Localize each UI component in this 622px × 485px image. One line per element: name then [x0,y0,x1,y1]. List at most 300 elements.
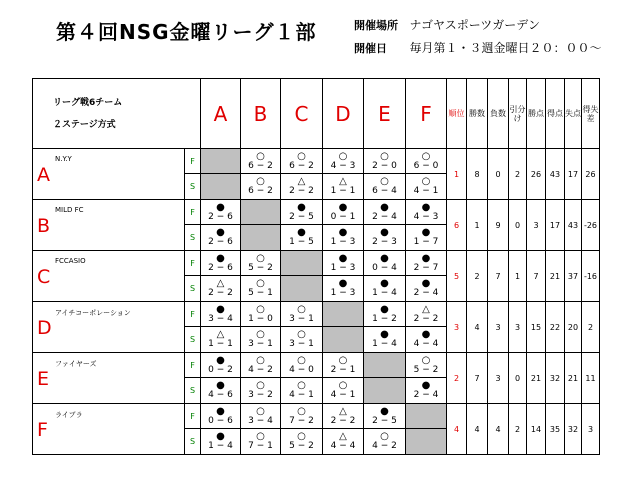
result-symbol: ● [380,405,389,417]
result-symbol: △ [297,176,306,187]
stat-wins: 4 [467,404,488,455]
team-row [33,353,600,378]
venue-row [354,16,540,33]
stat-draws: 0 [509,200,527,251]
match-result-cell [364,302,406,327]
match-result-cell [241,149,281,174]
stat-header-rank [447,79,467,149]
stat-draws: 0 [509,353,527,404]
match-result-cell [364,200,406,225]
match-result-cell [323,225,364,251]
stat-points: 15 [527,302,546,353]
stat-draws: 1 [509,251,527,302]
result-score: 1 − 4 [372,288,397,298]
result-score: 3 − 4 [248,415,273,426]
self-match-cell [241,200,281,225]
match-result-cell [323,429,364,455]
match-result-cell [323,378,364,404]
result-score: 1 − 3 [330,262,356,273]
league-table [32,78,600,455]
result-score: 1 − 3 [330,237,356,247]
match-result-cell [201,327,241,353]
column-header-b: B [241,79,281,149]
league-format-line2: ２ステージ方式 [53,119,116,130]
match-result-cell [241,353,281,378]
stat-draws: 2 [509,404,527,455]
stat-goal-diff: -16 [582,251,600,302]
result-symbol: ● [216,252,225,264]
match-result-cell [241,174,281,200]
match-result-cell [406,353,447,378]
team-name-cell [33,404,185,455]
match-result-cell [281,174,323,200]
team-row [33,404,600,429]
result-score: 1 − 4 [208,441,233,451]
match-result-cell [323,404,364,429]
result-symbol: ● [297,201,306,213]
match-result-cell [281,429,323,455]
stat-wins: 2 [467,251,488,302]
team-row [33,251,600,276]
result-score: 4 − 3 [413,211,439,222]
team-name: N.Y.Y [55,155,72,163]
result-symbol: ● [338,201,348,213]
result-score: 1 − 1 [208,339,233,349]
stat-points: 3 [527,200,546,251]
stage-label: F [185,200,201,225]
stat-goals-against: 17 [565,149,582,200]
result-score: 0 − 6 [208,415,233,426]
result-symbol: △ [422,303,430,315]
result-symbol: ● [216,405,225,417]
result-score: 4 − 4 [330,441,356,451]
match-result-cell [323,200,364,225]
stage-label: F [185,404,201,429]
team-name-cell [33,353,185,404]
result-score: 2 − 0 [372,160,397,171]
date-value: 毎月第１・３週金曜日２０：００〜 [409,41,602,55]
result-symbol: ○ [256,380,265,391]
result-symbol: ● [380,227,389,238]
result-score: 7 − 2 [289,415,314,426]
result-symbol: ○ [256,354,265,366]
match-result-cell [406,378,447,404]
match-result-cell [364,225,406,251]
match-result-cell [201,404,241,429]
match-result-cell [201,276,241,302]
result-symbol: ○ [297,329,306,340]
match-result-cell [201,225,241,251]
match-result-cell [364,404,406,429]
result-symbol: △ [339,405,347,417]
match-result-cell [281,353,323,378]
result-score: 2 − 4 [413,390,439,400]
result-score: 2 − 6 [208,211,233,222]
result-symbol: ○ [297,405,306,417]
team-name-cell [33,149,185,200]
result-score: 1 − 3 [330,288,356,298]
match-result-cell [406,225,447,251]
match-result-cell [406,174,447,200]
result-score: 5 − 2 [413,364,439,375]
date-row [354,39,602,56]
stat-goals-for: 21 [546,251,565,302]
stat-goals-against: 20 [565,302,582,353]
match-result-cell [241,429,281,455]
result-score: 6 − 2 [248,186,273,196]
result-score: 0 − 1 [330,211,356,222]
result-symbol: ○ [338,354,348,366]
match-result-cell [281,404,323,429]
stage-label: F [185,251,201,276]
stat-wins: 7 [467,353,488,404]
stat-header-points: 勝点 [527,79,546,149]
stat-losses: 7 [488,251,509,302]
match-result-cell [201,353,241,378]
result-score: 1 − 0 [248,313,273,324]
stat-points: 26 [527,149,546,200]
result-symbol: ● [380,278,389,289]
result-symbol: ● [380,201,389,213]
team-name: アイチコーポレーション [55,309,131,317]
self-match-cell [406,429,447,455]
team-letter: D [37,317,52,339]
stat-header-goals-against: 失点 [565,79,582,149]
stage-label: S [185,225,201,251]
result-score: 4 − 1 [330,390,356,400]
result-score: 2 − 2 [208,288,233,298]
team-letter: C [37,266,51,288]
stat-goals-against: 21 [565,353,582,404]
stat-header-wins: 勝数 [467,79,488,149]
result-symbol: ○ [338,380,348,391]
self-match-cell [281,251,323,276]
self-match-cell [364,378,406,404]
column-header-c: C [281,79,323,149]
match-result-cell [406,149,447,174]
team-letter: A [37,164,50,186]
match-result-cell [241,378,281,404]
result-symbol: ○ [256,150,265,162]
stat-goals-for: 35 [546,404,565,455]
team-letter: E [37,368,50,390]
stage-label: S [185,429,201,455]
result-symbol: ○ [380,150,389,162]
result-symbol: ● [421,201,431,213]
stage-label: F [185,353,201,378]
result-score: 2 − 3 [372,237,397,247]
result-symbol: △ [216,329,225,340]
match-result-cell [406,302,447,327]
result-score: 2 − 7 [413,262,439,273]
team-row [33,200,600,225]
result-score: 2 − 4 [413,288,439,298]
self-match-cell [406,404,447,429]
result-symbol: ● [216,303,225,315]
result-symbol: ○ [297,150,306,162]
team-letter: B [37,215,51,237]
result-symbol: ○ [256,176,265,187]
result-symbol: ○ [421,354,431,366]
stage-label: F [185,149,201,174]
result-score: 2 − 2 [413,313,439,324]
stat-draws: 2 [509,149,527,200]
result-symbol: ● [380,303,389,315]
column-header-f: F [406,79,447,149]
match-result-cell [406,327,447,353]
stat-header-goal-diff: 得失差 [582,79,600,149]
self-match-cell [323,327,364,353]
match-result-cell [323,353,364,378]
stat-goal-diff: 2 [582,302,600,353]
match-result-cell [281,378,323,404]
result-score: 4 − 1 [413,186,439,196]
stat-points: 21 [527,353,546,404]
result-symbol: ○ [421,176,431,187]
result-score: 2 − 5 [372,415,397,426]
stat-header-losses: 負数 [488,79,509,149]
match-result-cell [406,276,447,302]
result-score: 1 − 5 [289,237,314,247]
stat-goal-diff: 11 [582,353,600,404]
result-score: 7 − 1 [248,441,273,451]
stat-draws: 3 [509,302,527,353]
stat-header-draws: 引分け [509,79,527,149]
match-result-cell [201,302,241,327]
result-score: 0 − 4 [372,262,397,273]
team-name-cell [33,251,185,302]
match-result-cell [364,149,406,174]
result-score: 3 − 1 [289,339,314,349]
match-result-cell [201,378,241,404]
result-score: 2 − 6 [208,237,233,247]
result-symbol: ● [338,227,348,238]
self-match-cell [364,353,406,378]
match-result-cell [201,429,241,455]
stat-losses: 3 [488,302,509,353]
result-symbol: ● [216,380,225,391]
stat-goals-against: 32 [565,404,582,455]
column-header-a: A [201,79,241,149]
result-symbol: ● [421,227,431,238]
stat-rank: 3 [447,302,467,353]
result-score: 2 − 6 [208,262,233,273]
result-symbol: ○ [297,431,306,442]
result-symbol: ○ [256,431,265,442]
result-score: 2 − 5 [289,211,314,222]
match-result-cell [364,251,406,276]
match-result-cell [364,429,406,455]
stage-label: S [185,174,201,200]
stat-rank: 4 [447,404,467,455]
team-name: ライブラ [55,411,83,419]
result-score: 6 − 2 [289,160,314,171]
result-score: 2 − 4 [372,211,397,222]
result-symbol: ● [216,354,225,366]
match-result-cell [241,302,281,327]
team-name-cell [33,302,185,353]
result-score: 5 − 2 [289,441,314,451]
result-score: 1 − 7 [413,237,439,247]
stat-losses: 4 [488,404,509,455]
result-symbol: ○ [297,303,306,315]
stat-rank: 6 [447,200,467,251]
stage-label: S [185,276,201,302]
result-symbol: ● [216,201,225,213]
result-score: 3 − 2 [248,390,273,400]
match-result-cell [241,276,281,302]
result-score: 3 − 4 [208,313,233,324]
match-result-cell [323,276,364,302]
stat-goals-against: 37 [565,251,582,302]
stat-goal-diff: 26 [582,149,600,200]
result-symbol: ● [380,252,389,264]
stat-rank: 1 [447,149,467,200]
stat-goal-diff: 3 [582,404,600,455]
result-score: 4 − 6 [208,390,233,400]
stat-goals-against: 43 [565,200,582,251]
match-result-cell [406,200,447,225]
match-result-cell [281,149,323,174]
match-result-cell [201,200,241,225]
result-symbol: ○ [380,176,389,187]
match-result-cell [364,276,406,302]
stat-goals-for: 17 [546,200,565,251]
result-symbol: ● [338,278,348,289]
stat-points: 7 [527,251,546,302]
result-symbol: ○ [421,150,431,162]
stat-rank: 5 [447,251,467,302]
match-result-cell [241,404,281,429]
result-score: 4 − 2 [372,441,397,451]
stat-wins: 4 [467,302,488,353]
stat-rank: 2 [447,353,467,404]
result-symbol: ○ [256,303,265,315]
result-symbol: ● [380,329,389,340]
result-symbol: △ [339,176,347,187]
result-score: 2 − 2 [330,415,356,426]
result-symbol: ● [421,329,431,340]
result-symbol: ● [421,252,431,264]
stat-goals-for: 43 [546,149,565,200]
venue-label: 開催場所 [354,19,398,32]
result-symbol: ○ [338,150,348,162]
self-match-cell [201,174,241,200]
date-label: 開催日 [354,42,387,55]
result-score: 4 − 3 [330,160,356,171]
result-symbol: △ [339,431,347,442]
team-row [33,149,600,174]
stage-label: S [185,327,201,353]
result-score: 2 − 2 [289,186,314,196]
result-symbol: ● [421,278,431,289]
result-symbol: ● [338,252,348,264]
stat-header-goals-for: 得点 [546,79,565,149]
stage-label: S [185,378,201,404]
result-score: 3 − 1 [248,339,273,349]
result-score: 6 − 4 [372,186,397,196]
result-score: 4 − 0 [289,364,314,375]
column-header-e: E [364,79,406,149]
match-result-cell [323,251,364,276]
result-score: 1 − 1 [330,186,356,196]
result-symbol: ● [421,380,431,391]
stat-goals-for: 32 [546,353,565,404]
match-result-cell [323,149,364,174]
result-symbol: ● [216,227,225,238]
result-score: 6 − 0 [413,160,439,171]
stat-header-rank-text: 順位 [448,109,465,118]
self-match-cell [281,276,323,302]
result-symbol: ○ [256,329,265,340]
result-score: 4 − 1 [289,390,314,400]
stat-goal-diff: -26 [582,200,600,251]
result-symbol: ● [216,431,225,442]
result-score: 4 − 4 [413,339,439,349]
result-symbol: ○ [256,278,265,289]
team-row [33,302,600,327]
match-result-cell [406,251,447,276]
result-symbol: ○ [256,405,265,417]
match-result-cell [323,174,364,200]
result-symbol: ○ [256,252,265,264]
stat-losses: 0 [488,149,509,200]
result-score: 3 − 1 [289,313,314,324]
stat-wins: 1 [467,200,488,251]
stat-goals-for: 22 [546,302,565,353]
team-name: ファイヤーズ [55,360,97,368]
league-format-line1: リーグ戦6チーム [53,97,123,108]
result-symbol: ○ [297,354,306,366]
team-name: MILD FC [55,206,84,214]
match-result-cell [281,327,323,353]
stat-wins: 8 [467,149,488,200]
league-format-cell [33,79,201,149]
match-result-cell [281,200,323,225]
result-symbol: ○ [297,380,306,391]
page-title: 第４回NSG金曜リーグ１部 [56,20,317,44]
result-symbol: ● [297,227,306,238]
self-match-cell [201,149,241,174]
match-result-cell [364,327,406,353]
stat-points: 14 [527,404,546,455]
self-match-cell [323,302,364,327]
stat-losses: 9 [488,200,509,251]
result-score: 1 − 2 [372,313,397,324]
self-match-cell [241,225,281,251]
stage-label: F [185,302,201,327]
stat-losses: 3 [488,353,509,404]
team-name-cell [33,200,185,251]
team-letter: F [37,419,48,441]
venue-value: ナゴヤスポーツガーデン [409,18,541,32]
result-symbol: ○ [380,431,389,442]
header-row [33,79,600,149]
result-score: 4 − 2 [248,364,273,375]
match-result-cell [281,225,323,251]
team-name: FCCASIO [55,257,86,265]
result-score: 1 − 4 [372,339,397,349]
result-score: 6 − 2 [248,160,273,171]
column-header-d: D [323,79,364,149]
match-result-cell [364,174,406,200]
result-score: 5 − 2 [248,262,273,273]
result-symbol: △ [216,278,225,289]
result-score: 0 − 2 [208,364,233,375]
match-result-cell [241,251,281,276]
match-result-cell [201,251,241,276]
match-result-cell [241,327,281,353]
